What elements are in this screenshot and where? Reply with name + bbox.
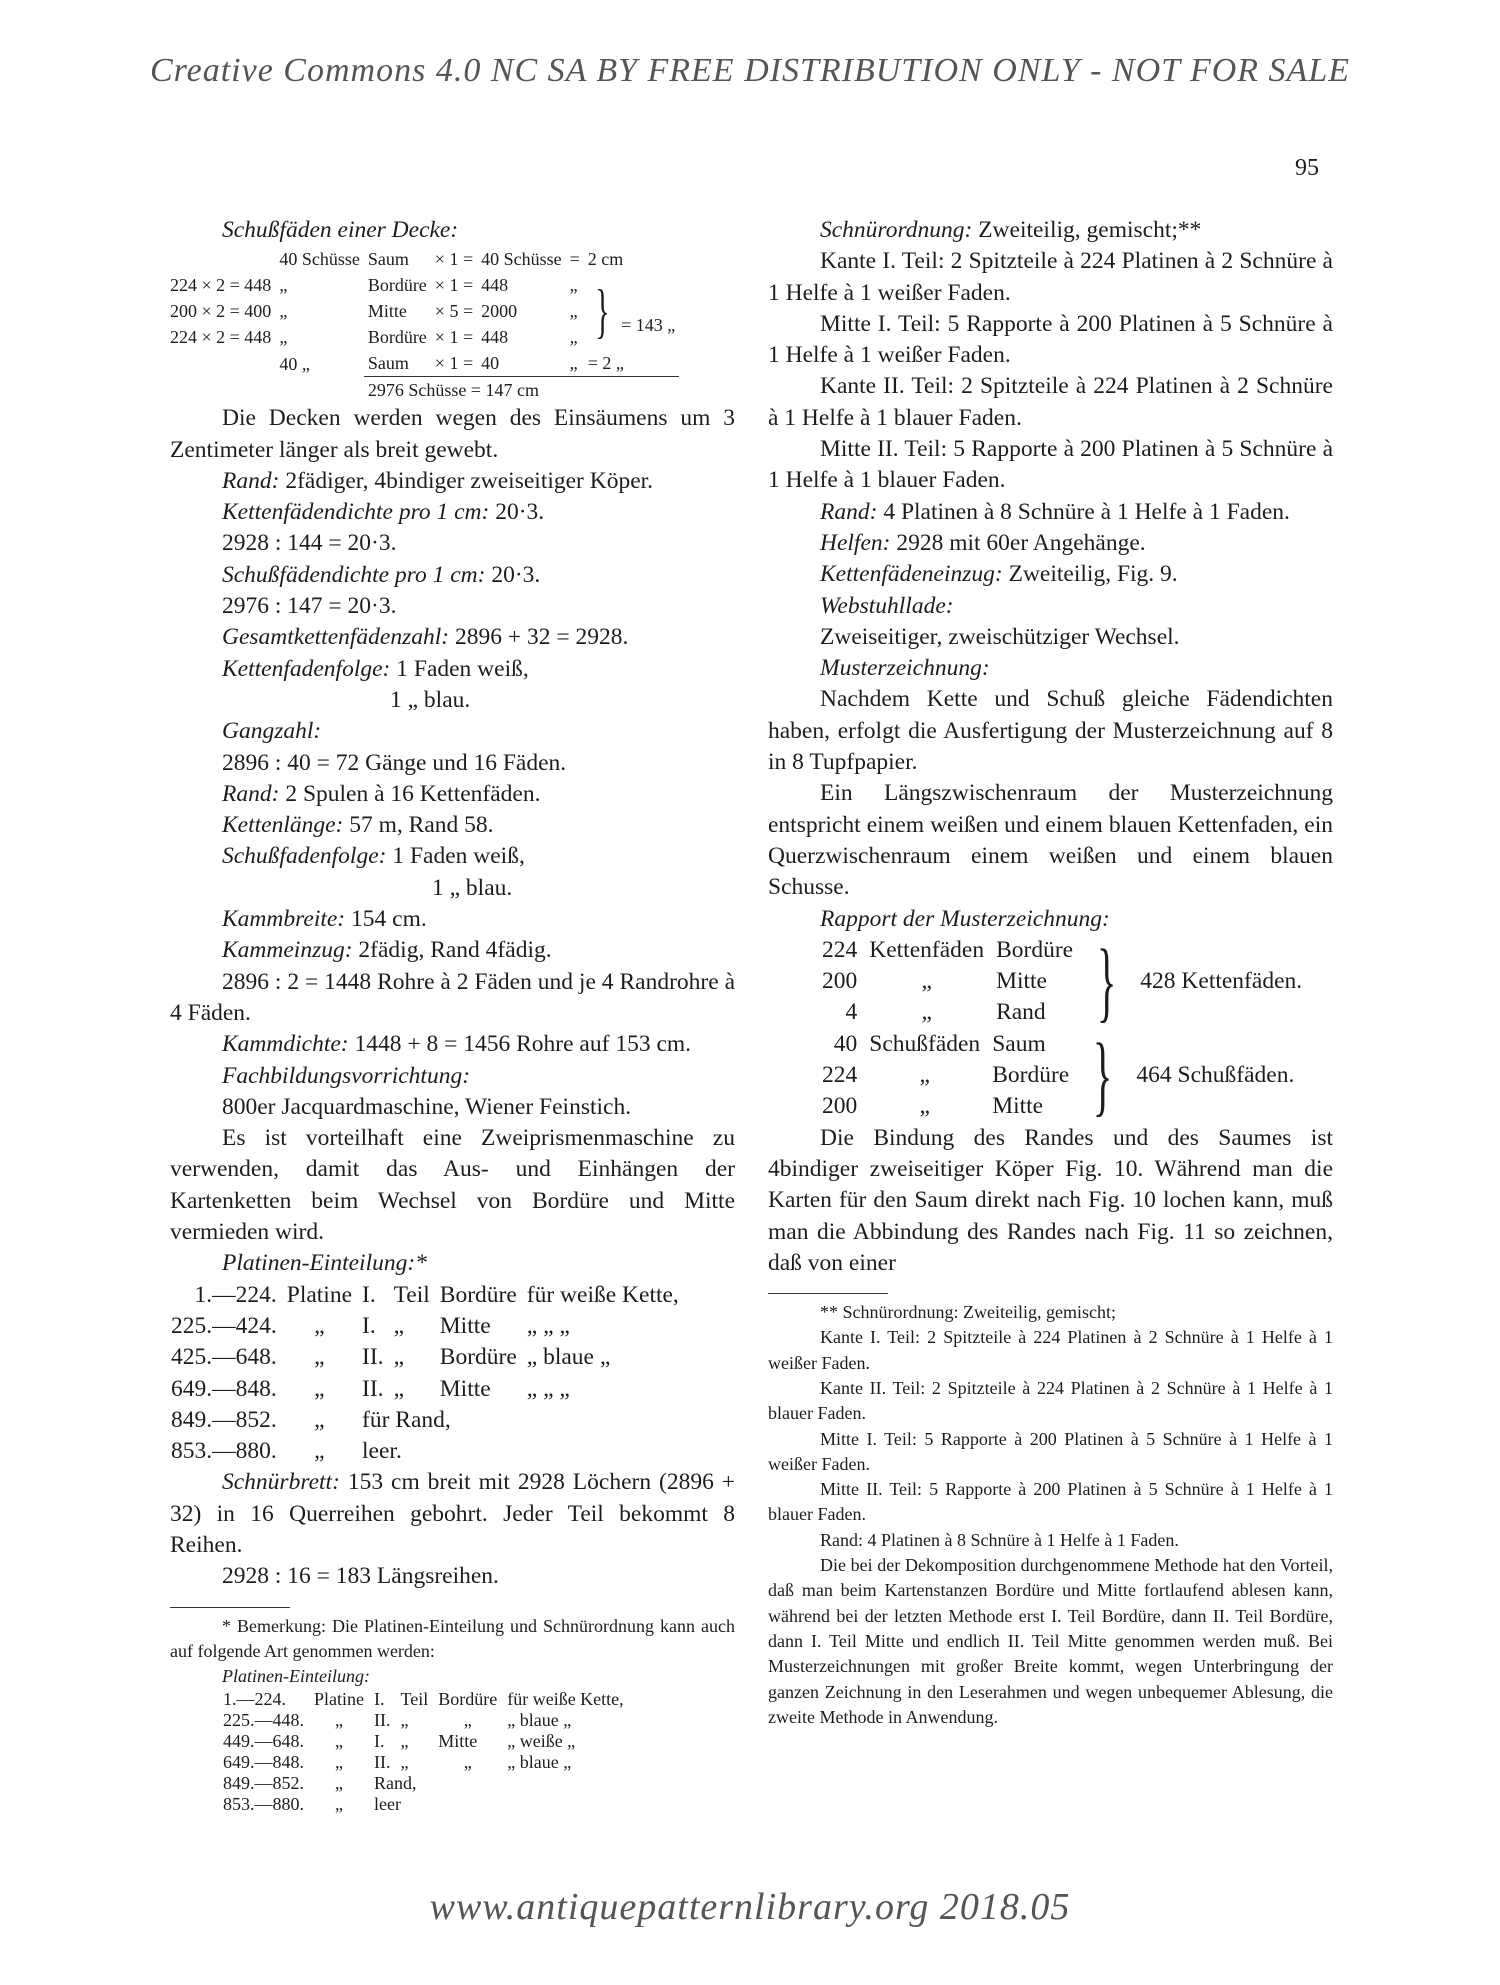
kammdichte-line — [170, 1029, 735, 1060]
musterzeichnung-label: Musterzeichnung: — [820, 655, 990, 682]
cell: leer. — [362, 1438, 402, 1465]
schussfaeden-title: Schußfäden einer Decke: — [222, 217, 459, 243]
kante-1-paragraph: Kante I. Teil: 2 Spitzteile à 224 Platinen à 2 Schnüre à 1 Helfe à 1 weißer Faden. — [768, 248, 1333, 306]
label: Kettenfadenfolge: — [222, 655, 391, 682]
cell: 2 cm — [587, 249, 624, 270]
footnote-kante-1: Kante I. Teil: 2 Spitzteile à 224 Platinen à 2 Schnüre à 1 Helfe à 1 weißer Faden. — [768, 1327, 1333, 1373]
cell: Bordüre — [996, 936, 1074, 963]
value: 2 Spulen à 16 Kettenfäden. — [285, 780, 541, 807]
cell: 40 Schüsse — [481, 249, 562, 270]
value: 2896 + 32 = 2928. — [454, 624, 629, 651]
cell: „ — [314, 1344, 325, 1371]
schussfaedendichte-line — [170, 560, 735, 591]
value: 4 Platinen à 8 Schnüre à 1 Helfe à 1 Faden. — [883, 498, 1290, 525]
cell: 2000 — [481, 301, 518, 322]
cell: 200 — [822, 968, 858, 995]
cell: Bordüre — [992, 1062, 1070, 1089]
label: Schnürordnung: — [820, 217, 973, 243]
total-cell: 428 Kettenfäden. — [1140, 968, 1303, 995]
cell: I. — [362, 1312, 376, 1339]
calc-line: 2896 : 40 = 72 Gänge und 16 Fäden. — [222, 749, 567, 776]
table-row — [166, 1436, 684, 1467]
footnote-rand: Rand: 4 Platinen à 8 Schnüre à 1 Helfe à 1 Faden. — [820, 1529, 1179, 1550]
footnote-table — [218, 1689, 629, 1815]
kammbreite-line — [170, 904, 735, 935]
label: Kettenlänge: — [222, 812, 344, 839]
cell: × 1 = — [434, 249, 474, 270]
cell: „ — [463, 1752, 472, 1773]
cell: 40 — [833, 1030, 858, 1057]
cell: Bordüre — [439, 1344, 517, 1371]
mitte-2-paragraph: Mitte II. Teil: 5 Rapporte à 200 Platinen à 5 Schnüre à 1 Helfe à 1 blauer Faden. — [768, 436, 1333, 494]
label: Kettenfädeneinzug: — [820, 561, 1003, 588]
brace-cell — [1079, 931, 1134, 1031]
cell: II. — [374, 1710, 391, 1731]
cell: „ — [279, 275, 288, 296]
footnote-paragraph: Die bei der Dekomposition durchgenommene Methode hat den Vorteil, daß man beim Kartenstanzen Bordüre und Mitte fortlaufend ablesen kann, während bei der letzten Methode erst I. Teil Bordüre, dann II. Teil Bordüre, dann I. Teil Mitte und endlich II. Teil Mitte genommen werden muß. Bei Musterzeichnungen mit großer Breite kommt, wegen Unterbringung der ganzen Zeichnung in den Leserahmen und wegen unbequemer Ablesung, die zweite Methode in Anwendung. — [768, 1555, 1333, 1727]
cell: Bordüre — [438, 1689, 498, 1710]
table-row — [218, 1773, 629, 1794]
table-row — [166, 1311, 684, 1342]
value: 20·3. — [495, 499, 545, 526]
footnote-kante-2: Kante II. Teil: 2 Spitzteile à 224 Platinen à 2 Schnüre à 1 Helfe à 1 blauer Faden. — [768, 1377, 1333, 1424]
cell: „ — [393, 1344, 404, 1371]
brace: } — [594, 278, 610, 345]
value: 57 m, Rand 58. — [349, 812, 494, 839]
label: Rand: — [222, 780, 280, 807]
cell: „ — [400, 1731, 409, 1752]
footnote-mitte-1: Mitte I. Teil: 5 Rapporte à 200 Platinen à 5 Schnüre à 1 Helfe à 1 weißer Faden. — [768, 1428, 1333, 1474]
cell: × 1 = — [434, 275, 474, 296]
cell: „ — [279, 301, 288, 322]
cell: 200 — [822, 1093, 858, 1120]
cell: 448 — [481, 327, 509, 348]
value: Zweiteilig, gemischt;** — [978, 217, 1202, 243]
table-row — [218, 1689, 629, 1710]
table-row — [218, 1794, 629, 1815]
cell: „ — [569, 327, 578, 348]
cell: = 2 „ — [587, 353, 624, 374]
platinen-table — [166, 1280, 684, 1468]
cell: Mitte — [996, 968, 1047, 995]
label: Schußfadenfolge: — [222, 843, 387, 870]
cell: 224 — [822, 1062, 858, 1089]
cell: I. — [374, 1689, 385, 1710]
cell: „ — [335, 1752, 343, 1773]
schnuerbrett-paragraph — [170, 1467, 735, 1561]
cell: „ — [919, 1093, 930, 1120]
cell: „ — [393, 1312, 404, 1339]
kettenfadenfolge-line — [170, 654, 735, 685]
cell: 1.—224. — [194, 1281, 277, 1308]
value: 2fädiger, 4bindiger zweiseitiger Köper. — [285, 467, 654, 494]
footnote-label: Platinen-Einteilung: — [222, 1666, 370, 1687]
rand-paragraph — [768, 497, 1333, 528]
label: Kammbreite: — [222, 906, 346, 933]
calc-line: 2976 : 147 = 20·3. — [222, 593, 397, 620]
cell: „ — [569, 275, 578, 296]
cell: „ — [314, 1438, 325, 1465]
rand-line — [170, 779, 735, 810]
cell: Mitte — [438, 1731, 478, 1752]
cell: 200 × 2 = 400 — [170, 301, 272, 322]
cell: „ — [279, 327, 288, 348]
kettenfaedeneinzug-line — [768, 559, 1333, 590]
brace-cell — [1075, 1025, 1130, 1125]
cell: „ — [314, 1312, 325, 1339]
right-column — [768, 215, 1333, 1730]
kammeinzug-calc: 2896 : 2 = 1448 Rohre à 2 Fäden und je 4 Randrohre à 4 Fäden. — [170, 968, 735, 1026]
cell: für weiße Kette, — [526, 1281, 679, 1308]
cell: Rand — [996, 999, 1046, 1026]
cell: 448 — [481, 275, 509, 296]
footnote-head: ** Schnürordnung: Zweiteilig, gemischt; — [820, 1302, 1116, 1323]
brace: } — [1096, 931, 1117, 1031]
cell: Saum — [367, 353, 409, 374]
cell: 849.—852. — [171, 1406, 277, 1433]
cell: II. — [362, 1375, 384, 1402]
gangzahl-label: Gangzahl: — [222, 718, 322, 745]
page-number: 95 — [1295, 155, 1319, 181]
cell: I. — [374, 1731, 385, 1752]
cell: 425.—648. — [171, 1344, 277, 1371]
bindung-paragraph: Die Bindung des Randes und des Saumes ist 4bindiger zweiseitiger Köper Fig. 10. Während man die Karten für den Saum direkt nach Fig. 10 lochen kann, muß man die Abbindung des Randes nach Fig. 11 so zeichnen, daß von einer — [768, 1124, 1333, 1276]
table-row — [166, 377, 679, 404]
cell: „ blaue „ — [526, 1344, 611, 1371]
cell: „ — [393, 1375, 404, 1402]
watermark-header: Creative Commons 4.0 NC SA BY FREE DISTRIBUTION ONLY - NOT FOR SALE — [149, 52, 1350, 89]
cell: für Rand, — [362, 1406, 451, 1433]
cell: „ — [335, 1773, 343, 1794]
brace: } — [1093, 1025, 1113, 1125]
cell: 649.—848. — [171, 1375, 277, 1402]
label: Kettenfädendichte pro 1 cm: — [222, 499, 490, 526]
label: Schußfädendichte pro 1 cm: — [222, 561, 486, 588]
footnote-divider — [768, 1293, 888, 1294]
value: 1 Faden weiß, — [392, 843, 525, 870]
value: 1 Faden weiß, — [396, 655, 529, 682]
cell: „ — [335, 1794, 343, 1815]
webstuhllade-text: Zweiseitiger, zweischütziger Wechsel. — [820, 623, 1180, 650]
table-row — [166, 350, 679, 377]
value: 2928 mit 60er Angehänge. — [896, 529, 1146, 556]
value: 1448 + 8 = 1456 Rohre auf 153 cm. — [354, 1031, 692, 1058]
cell: 224 × 2 = 448 — [170, 327, 272, 348]
cell: „ — [335, 1710, 343, 1731]
decken-paragraph: Die Decken werden wegen des Einsäumens um 3 Zentimeter länger als breit gewebt. — [170, 405, 735, 463]
footnote-mitte-2: Mitte II. Teil: 5 Rapporte à 200 Platinen à 5 Schnüre à 1 Helfe à 1 blauer Faden. — [768, 1479, 1333, 1525]
cell: „ blaue „ — [507, 1752, 572, 1773]
label: Schnürbrett: — [222, 1469, 340, 1496]
webstuhllade-label: Webstuhllade: — [820, 592, 954, 619]
cell: „ — [400, 1710, 409, 1731]
cell — [166, 246, 275, 272]
cell: 449.—648. — [223, 1731, 304, 1752]
total-cell: 2976 Schüsse = 147 cm — [364, 377, 679, 404]
nachdem-paragraph: Nachdem Kette und Schuß gleiche Fädendichten haben, erfolgt die Ausfertigung der Musterzeichnung auf 8 in 8 Tupfpapier. — [768, 686, 1333, 776]
kettenfadenfolge-line-2: 1 „ blau. — [390, 686, 471, 713]
cell: = — [569, 249, 580, 270]
watermark-footer: www.antiquepatternlibrary.org 2018.05 — [429, 1886, 1071, 1928]
cell: Bordüre — [367, 275, 427, 296]
cell: „ — [921, 999, 932, 1026]
footnote-text: * Bemerkung: Die Platinen-Einteilung und Schnürordnung kann auch auf folgende Art genommen werden: — [170, 1615, 735, 1661]
table-row — [166, 1342, 684, 1373]
cell: Mitte — [992, 1093, 1044, 1120]
cell: × 5 = — [434, 301, 474, 322]
table-row — [816, 1029, 1300, 1060]
table-row — [166, 272, 679, 298]
cell: Bordüre — [439, 1281, 517, 1308]
cell: Platine — [286, 1281, 353, 1308]
cell: Kettenfäden — [869, 936, 985, 963]
schussfaeden-table — [166, 246, 679, 403]
mitte-1-paragraph: Mitte I. Teil: 5 Rapporte à 200 Platinen à 5 Schnüre à 1 Helfe à 1 weißer Faden. — [768, 310, 1333, 369]
label: Rand: — [222, 467, 280, 494]
rapport-kette-table — [816, 931, 1308, 1031]
cell: Mitte — [439, 1312, 491, 1339]
cell: für weiße Kette, — [507, 1689, 624, 1710]
value: 153 cm breit mit 2928 Löchern (2896 + 32) in 16 Querreihen gebohrt. Jeder Teil bekommt 8 Reihen. — [170, 1469, 736, 1558]
schussfadenfolge-line-2: 1 „ blau. — [432, 874, 513, 901]
cell: = 143 „ — [621, 315, 676, 336]
cell: „ blaue „ — [507, 1710, 572, 1731]
cell: „ — [921, 968, 932, 995]
cell: Teil — [400, 1689, 429, 1710]
rapport-label: Rapport der Musterzeichnung: — [820, 905, 1110, 932]
label: Rand: — [820, 498, 878, 525]
kammeinzug-line — [170, 935, 735, 966]
cell: × 1 = — [434, 327, 474, 348]
value: Zweiteilig, Fig. 9. — [1008, 561, 1178, 588]
kante-2-paragraph: Kante II. Teil: 2 Spitzteile à 224 Platinen à 2 Schnüre à 1 Helfe à 1 blauer Faden. — [768, 373, 1333, 431]
table-row — [166, 1405, 684, 1436]
fachbildung-label: Fachbildungsvorrichtung: — [222, 1062, 471, 1089]
cell: „ „ „ — [526, 1312, 570, 1339]
cell: Rand, — [374, 1773, 417, 1794]
cell: × 1 = — [434, 353, 474, 374]
cell: Mitte — [439, 1375, 491, 1402]
cell: „ — [569, 353, 578, 374]
cell: „ — [314, 1406, 325, 1433]
cell: Schußfäden — [869, 1030, 981, 1057]
cell: II. — [374, 1752, 391, 1773]
cell: „ — [314, 1375, 325, 1402]
cell: „ — [919, 1062, 930, 1089]
label: Kammeinzug: — [222, 937, 353, 964]
cell: 4 — [845, 999, 858, 1026]
schussfadenfolge-line — [170, 841, 735, 872]
value: 20·3. — [491, 561, 541, 588]
footnote-divider — [170, 1607, 290, 1608]
cell: Saum — [367, 249, 409, 270]
cell: „ — [400, 1752, 409, 1773]
table-row — [166, 1374, 684, 1405]
cell: 224 — [822, 936, 858, 963]
table-row — [218, 1731, 629, 1752]
cell: II. — [362, 1344, 384, 1371]
cell: 849.—852. — [223, 1773, 304, 1794]
cell: „ — [463, 1710, 472, 1731]
zweiprismen-paragraph: Es ist vorteilhaft eine Zweiprismenmaschine zu verwenden, damit das Aus- und Einhängen der Kartenketten beim Wechsel von Bordüre und Mitte vermieden wird. — [170, 1125, 735, 1246]
platinen-einteilung-label: Platinen-Einteilung:* — [222, 1250, 427, 1277]
cell: Platine — [314, 1689, 364, 1710]
cell: Bordüre — [367, 327, 427, 348]
cell: Teil — [393, 1281, 430, 1308]
cell: 853.—880. — [171, 1438, 277, 1465]
cell: I. — [362, 1281, 376, 1308]
cell: 40 „ — [279, 353, 310, 374]
helfen-line — [768, 528, 1333, 559]
value: 154 cm. — [351, 906, 427, 933]
schnuerordnung-line — [768, 215, 1333, 246]
rand-line — [170, 466, 735, 497]
calc-line: 2928 : 16 = 183 Längsreihen. — [222, 1563, 499, 1590]
cell: „ — [335, 1731, 343, 1752]
cell: „ weiße „ — [507, 1731, 576, 1752]
label: Helfen: — [820, 529, 891, 556]
kettenlaenge-line — [170, 810, 735, 841]
cell: Saum — [992, 1030, 1046, 1057]
cell — [166, 350, 275, 377]
cell: 40 Schüsse — [279, 249, 360, 270]
calc-line: 2928 : 144 = 20·3. — [222, 530, 397, 557]
brace-cell — [584, 272, 679, 350]
cell: 853.—880. — [223, 1794, 304, 1815]
label: Kammdichte: — [222, 1031, 349, 1058]
table-row — [218, 1710, 629, 1731]
table-row — [166, 246, 679, 272]
cell: Mitte — [367, 301, 407, 322]
left-column — [170, 215, 735, 1815]
table-row — [218, 1752, 629, 1773]
cell: „ — [569, 301, 578, 322]
rapport-schuss-table — [816, 1025, 1300, 1125]
cell: „ „ „ — [526, 1375, 570, 1402]
fachbildung-text: 800er Jacquardmaschine, Wiener Feinstich. — [222, 1093, 632, 1120]
laengszwischenraum-paragraph: Ein Längszwischenraum der Musterzeichnung entspricht einem weißen und einem blauen Kettenfaden, ein Querzwischenraum einem weißen und einem blauen Schusse. — [768, 780, 1333, 901]
kettenfaedendichte-line — [170, 497, 735, 528]
cell: 649.—848. — [223, 1752, 304, 1773]
cell: 40 — [481, 353, 500, 374]
table-row — [816, 935, 1308, 966]
table-row — [166, 1280, 684, 1311]
cell: 225.—424. — [171, 1312, 277, 1339]
value: 2fädig, Rand 4fädig. — [358, 937, 552, 964]
cell: 1.—224. — [223, 1689, 286, 1710]
gesamtkettenfaedenzahl-line — [170, 622, 735, 653]
cell: 224 × 2 = 448 — [170, 275, 272, 296]
cell: 225.—448. — [223, 1710, 304, 1731]
label: Gesamtkettenfädenzahl: — [222, 624, 450, 651]
cell: leer — [374, 1794, 401, 1815]
total-cell: 464 Schußfäden. — [1136, 1062, 1295, 1089]
